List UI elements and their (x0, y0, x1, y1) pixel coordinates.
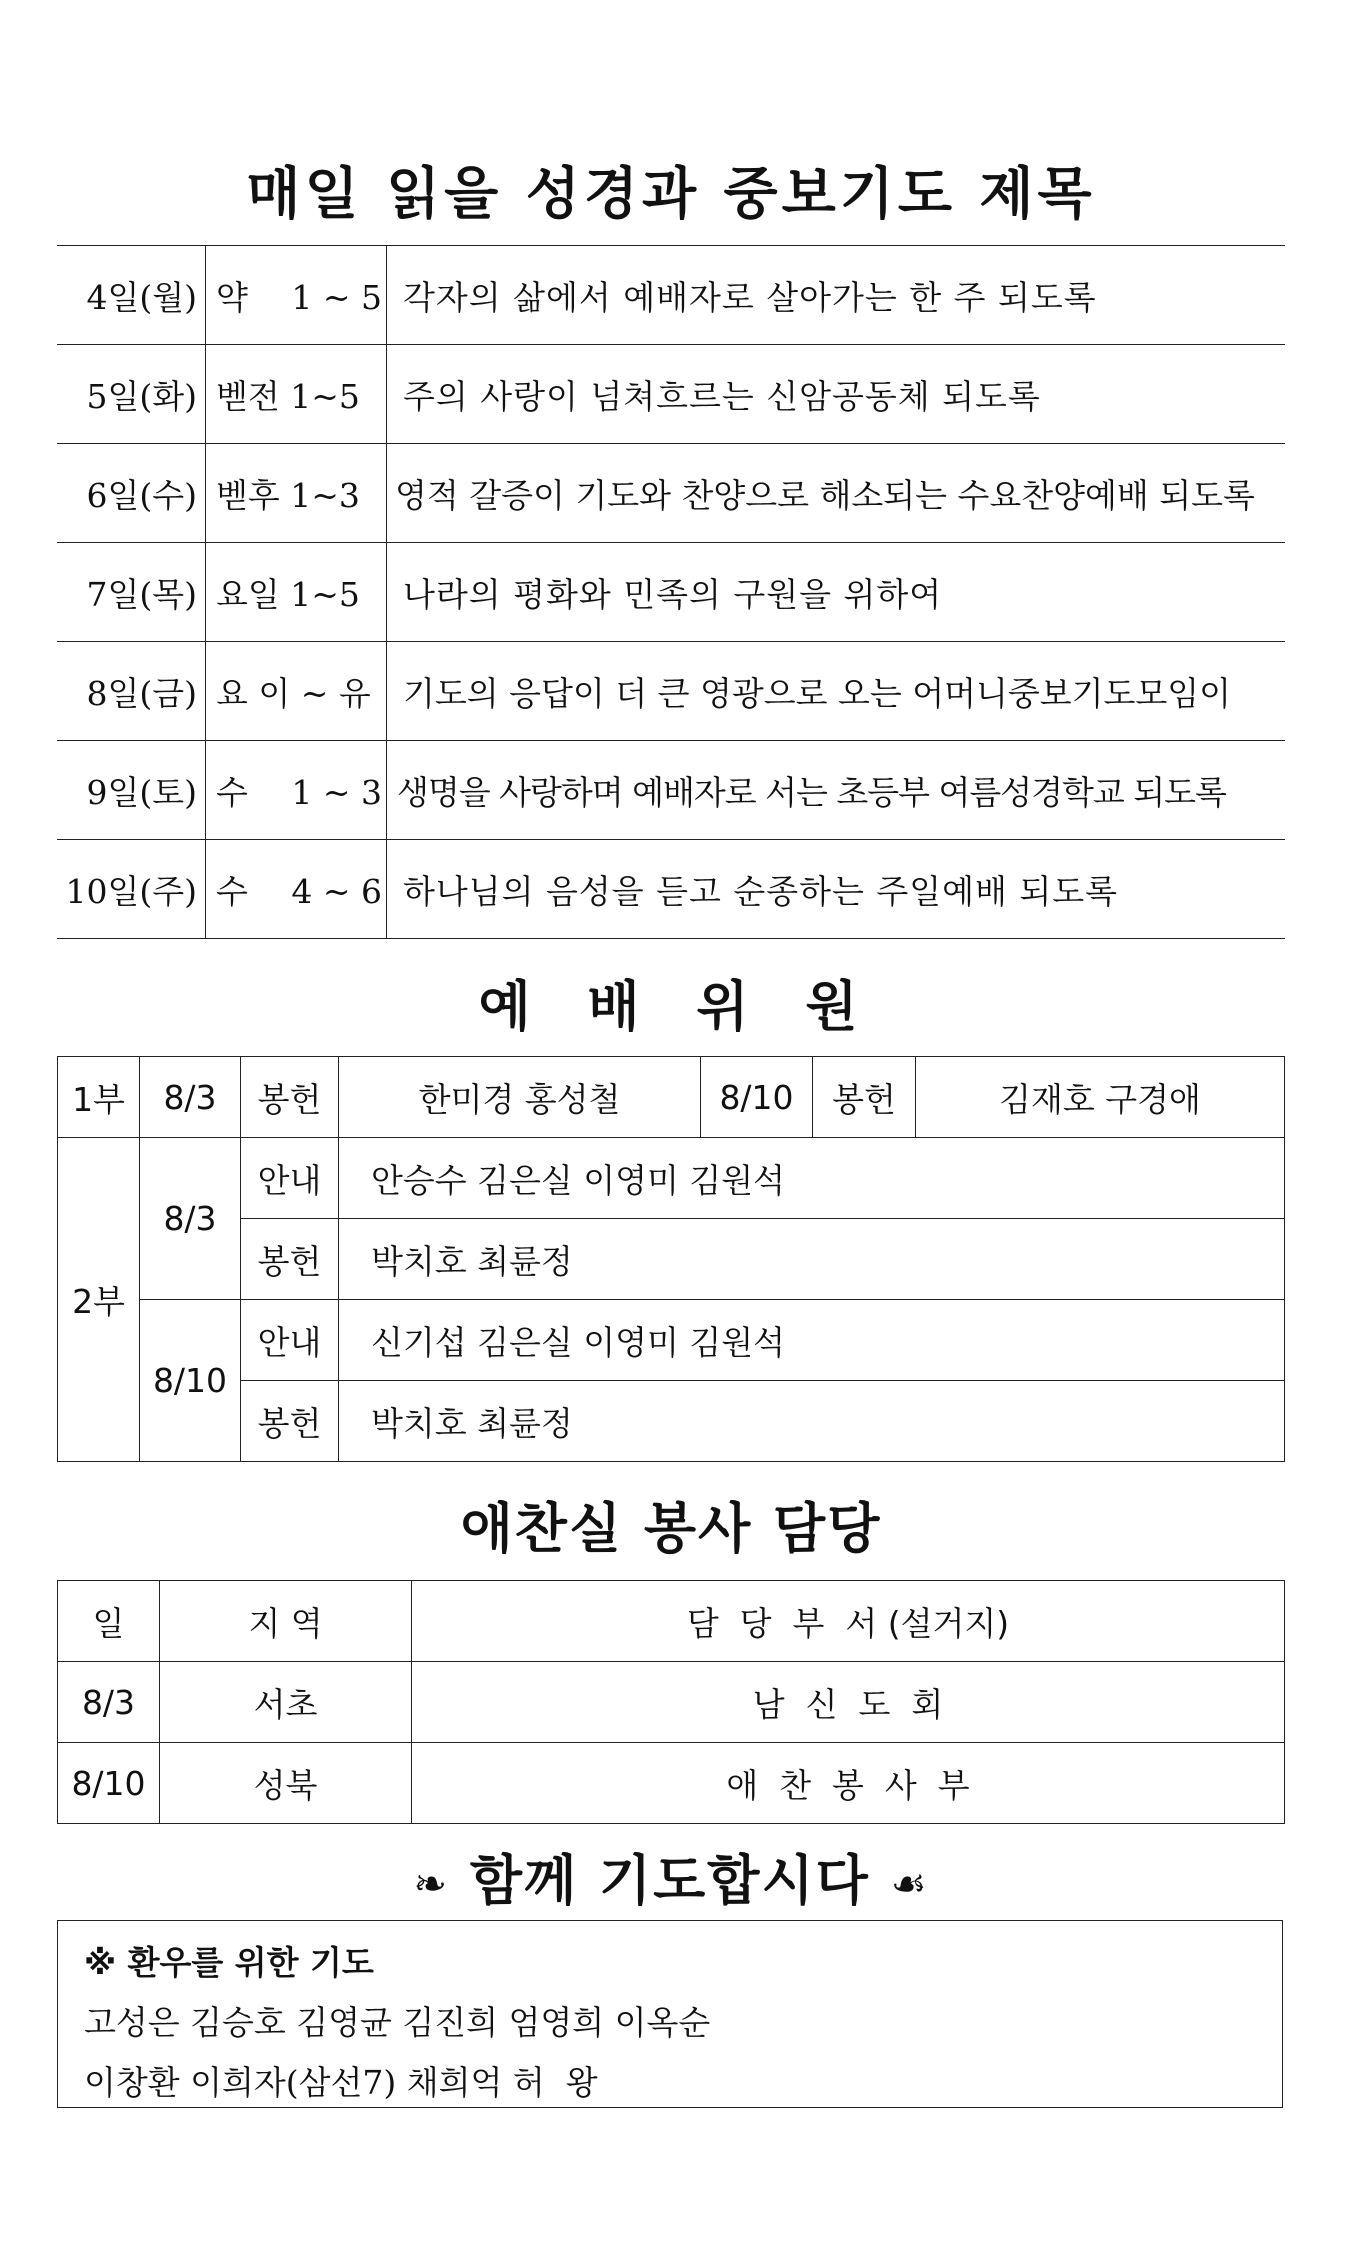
table-header-row (58, 1581, 1285, 1662)
department: 애 찬 봉 사 부 (412, 1743, 1285, 1824)
prayer-topic: 주의 사랑이 넘쳐흐르는 신암공동체 되도록 (387, 345, 1286, 444)
worship-committee-table (57, 1056, 1285, 1462)
service-part: 1부 (58, 1057, 140, 1138)
prayer-topic: 하나님의 음성을 듣고 순종하는 주일예배 되도록 (387, 840, 1286, 939)
reading-reference: 벧전 1~5 (206, 345, 387, 444)
service-date: 8/10 (58, 1743, 160, 1824)
member-names: 안승수 김은실 이영미 김원석 (339, 1138, 1285, 1219)
table-row (57, 345, 1285, 444)
role-label: 봉헌 (241, 1219, 339, 1300)
member-names: 박치호 최륜정 (339, 1381, 1285, 1462)
member-names: 박치호 최륜정 (339, 1219, 1285, 1300)
kitchen-service-table (57, 1580, 1285, 1824)
reading-reference: 수 4 ~ 6 (206, 840, 387, 939)
right-ornament-icon: ☙ (890, 1861, 929, 1908)
member-names: 한미경 홍성철 (339, 1057, 701, 1138)
column-header: 담 당 부 서 (설거지) (412, 1581, 1285, 1662)
kitchen-service-title: 애찬실 봉사 담당 (460, 1497, 882, 1560)
prayer-heading: ※ 환우를 위한 기도 (84, 1943, 374, 1982)
reading-day: 8일(금) (57, 642, 206, 741)
reading-reference: 수 1 ~ 3 (206, 741, 387, 840)
table-row (57, 840, 1285, 939)
role-label: 안내 (241, 1138, 339, 1219)
table-row (57, 642, 1285, 741)
table-row (58, 1300, 1285, 1381)
table-row (57, 741, 1285, 840)
left-ornament-icon: ❧ (413, 1861, 450, 1908)
reading-day: 7일(목) (57, 543, 206, 642)
bible-reading-table (57, 245, 1285, 939)
department: 남 신 도 회 (412, 1662, 1285, 1743)
table-row (57, 543, 1285, 642)
service-date: 8/3 (140, 1057, 241, 1138)
role-label: 봉헌 (813, 1057, 916, 1138)
service-date: 8/10 (140, 1300, 241, 1462)
table-row (58, 1743, 1285, 1824)
role-label: 봉헌 (241, 1381, 339, 1462)
prayer-section-title-text: 함께 기도합시다 (469, 1849, 870, 1912)
column-header: 지 역 (160, 1581, 412, 1662)
prayer-topic: 각자의 삶에서 예배자로 살아가는 한 주 되도록 (387, 246, 1286, 345)
table-row (57, 444, 1285, 543)
member-names: 신기섭 김은실 이영미 김원석 (339, 1300, 1285, 1381)
prayer-topic: 기도의 응답이 더 큰 영광으로 오는 어머니중보기도모임이 (387, 642, 1286, 741)
patient-names-line: 이창환 이희자(삼선7) 채희억 허 왕 (84, 2063, 598, 2102)
table-row (58, 1662, 1285, 1743)
service-part: 2부 (58, 1138, 140, 1462)
member-names: 김재호 구경애 (916, 1057, 1285, 1138)
prayer-topic: 생명을 사랑하며 예배자로 서는 초등부 여름성경학교 되도록 (387, 741, 1286, 840)
reading-day: 4일(월) (57, 246, 206, 345)
table-row (58, 1219, 1285, 1300)
column-header: 일 (58, 1581, 160, 1662)
table-row (57, 246, 1285, 345)
prayer-topic: 나라의 평화와 민족의 구원을 위하여 (387, 543, 1286, 642)
patient-names-line: 고성은 김승호 김영균 김진희 엄영희 이옥순 (84, 2003, 711, 2042)
table-row (58, 1381, 1285, 1462)
prayer-section-title (57, 1838, 1285, 1915)
reading-day: 6일(수) (57, 444, 206, 543)
service-date: 8/10 (701, 1057, 813, 1138)
service-date: 8/3 (58, 1662, 160, 1743)
worship-committee-title: 예 배 위 원 (478, 975, 864, 1038)
role-label: 안내 (241, 1300, 339, 1381)
reading-day: 9일(토) (57, 741, 206, 840)
reading-reference: 요 이 ~ 유 (206, 642, 387, 741)
prayer-topic: 영적 갈증이 기도와 찬양으로 해소되는 수요찬양예배 되도록 (387, 444, 1286, 543)
region: 서초 (160, 1662, 412, 1743)
reading-reference: 요일 1~5 (206, 543, 387, 642)
bible-reading-title: 매일 읽을 성경과 중보기도 제목 (246, 162, 1096, 227)
role-label: 봉헌 (241, 1057, 339, 1138)
table-row (58, 1138, 1285, 1219)
service-date: 8/3 (140, 1138, 241, 1300)
region: 성북 (160, 1743, 412, 1824)
prayer-list-box (57, 1920, 1283, 2108)
reading-day: 10일(주) (57, 840, 206, 939)
reading-reference: 벧후 1~3 (206, 444, 387, 543)
reading-reference: 약 1 ~ 5 (206, 246, 387, 345)
reading-day: 5일(화) (57, 345, 206, 444)
table-row (58, 1057, 1285, 1138)
